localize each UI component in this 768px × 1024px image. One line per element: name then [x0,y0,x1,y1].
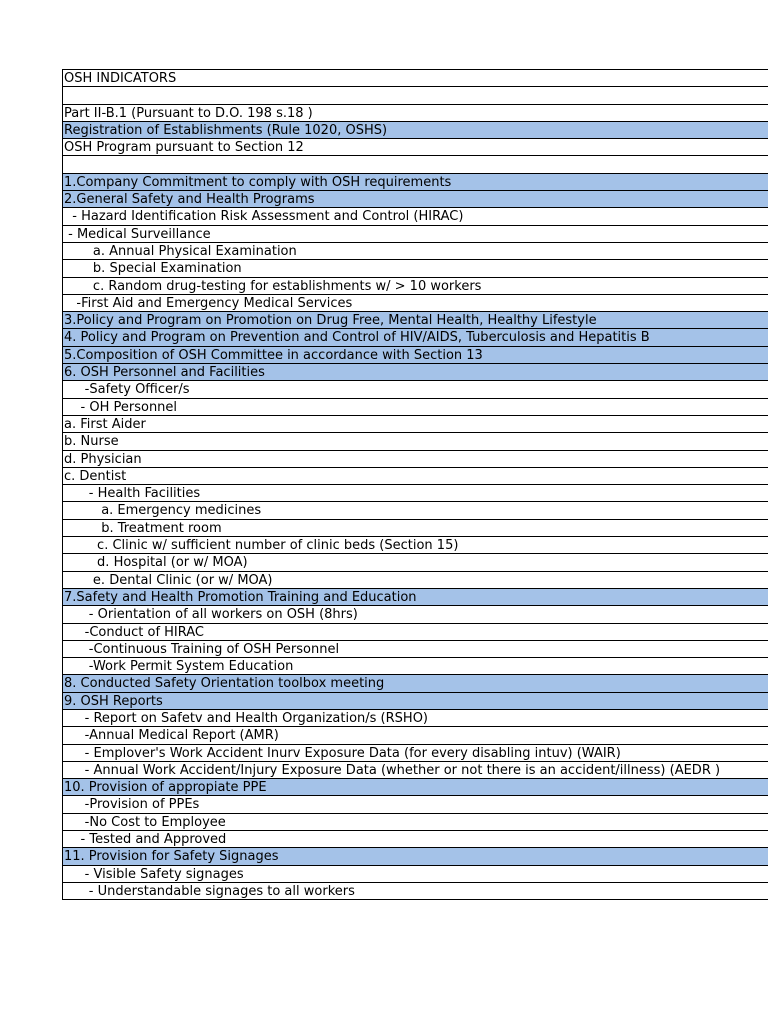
section-header-row: 8. Conducted Safety Orientation toolbox meeting [63,675,768,692]
table-row: c. Clinic w/ sufficient number of clinic beds (Section 15) [63,537,768,554]
spreadsheet-table [62,69,768,900]
table-row: Part II-B.1 (Pursuant to D.O. 198 s.18 ) [63,105,768,122]
table-row: - Emplover's Work Accident Inurv Exposure Data (for every disabling intuv) (WAIR) [63,745,768,762]
table-row: OSH INDICATORS [63,70,768,87]
table-row: -Provision of PPEs [63,796,768,813]
section-header-row: 10. Provision of appropiate PPE [63,779,768,796]
table-row: - Orientation of all workers on OSH (8hrs) [63,606,768,623]
table-row: c. Dentist [63,468,768,485]
section-header-row: 11. Provision for Safety Signages [63,848,768,865]
table-row: -Work Permit System Education [63,658,768,675]
table-row: - Understandable signages to all workers [63,883,768,900]
table-row: -Safety Officer/s [63,381,768,398]
table-row: d. Hospital (or w/ MOA) [63,554,768,571]
section-header-row: 3.Policy and Program on Promotion on Drug Free, Mental Health, Healthy Lifestyle [63,312,768,329]
table-row: - Visible Safety signages [63,866,768,883]
section-header-row: 2.General Safety and Health Programs [63,191,768,208]
table-row: a. Emergency medicines [63,502,768,519]
table-row: a. First Aider [63,416,768,433]
table-row [63,87,768,104]
table-row: - Annual Work Accident/Injury Exposure Data (whether or not there is an accident/illness) (AEDR ) [63,762,768,779]
section-header-row: 1.Company Commitment to comply with OSH requirements [63,174,768,191]
table-row: b. Special Examination [63,260,768,277]
table-row: - Health Facilities [63,485,768,502]
section-header-row: Registration of Establishments (Rule 1020, OSHS) [63,122,768,139]
table-row: -First Aid and Emergency Medical Services [63,295,768,312]
table-row: a. Annual Physical Examination [63,243,768,260]
section-header-row: 7.Safety and Health Promotion Training and Education [63,589,768,606]
table-row [63,156,768,173]
section-header-row: 6. OSH Personnel and Facilities [63,364,768,381]
table-row: - Report on Safetv and Health Organization/s (RSHO) [63,710,768,727]
section-header-row: 9. OSH Reports [63,693,768,710]
table-row: - OH Personnel [63,399,768,416]
table-row: -Annual Medical Report (AMR) [63,727,768,744]
table-row: OSH Program pursuant to Section 12 [63,139,768,156]
table-row: -Continuous Training of OSH Personnel [63,641,768,658]
table-row: -Conduct of HIRAC [63,624,768,641]
section-header-row: 4. Policy and Program on Prevention and Control of HIV/AIDS, Tuberculosis and Hepatitis B [63,329,768,346]
table-row: e. Dental Clinic (or w/ MOA) [63,572,768,589]
table-row: c. Random drug-testing for establishments w/ > 10 workers [63,278,768,295]
table-row: - Medical Surveillance [63,226,768,243]
table-row: d. Physician [63,451,768,468]
table-row: - Hazard Identification Risk Assessment and Control (HIRAC) [63,208,768,225]
section-header-row: 5.Composition of OSH Committee in accordance with Section 13 [63,347,768,364]
table-row: b. Treatment room [63,520,768,537]
table-row: -No Cost to Employee [63,814,768,831]
table-row: b. Nurse [63,433,768,450]
table-row: - Tested and Approved [63,831,768,848]
